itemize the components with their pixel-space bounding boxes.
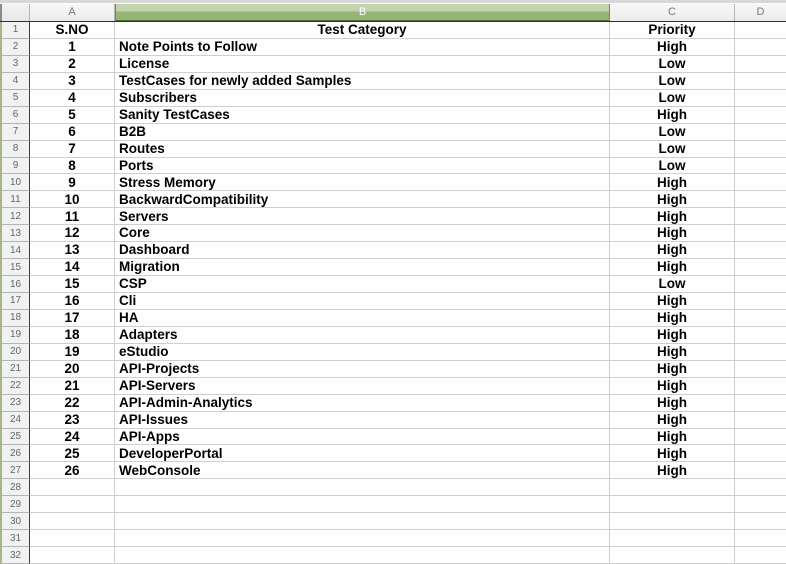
sheet-row [0, 445, 786, 462]
cell-c26[interactable]: High [610, 445, 735, 462]
cell-d15[interactable] [735, 259, 786, 276]
cell-d11[interactable] [735, 191, 786, 208]
cell-c17[interactable]: High [610, 293, 735, 310]
row-header-20[interactable]: 20 [0, 344, 30, 361]
cell-d25[interactable] [735, 429, 786, 446]
column-header-b-selected[interactable]: B [115, 4, 610, 21]
sheet-row [0, 191, 786, 208]
sheet-row [0, 429, 786, 446]
row-header-12[interactable]: 12 [0, 208, 30, 225]
cell-b13[interactable]: Core [115, 225, 610, 242]
row-header-10[interactable]: 10 [0, 174, 30, 191]
cell-a22[interactable]: 21 [30, 378, 115, 395]
cell-d24[interactable] [735, 412, 786, 429]
cell-c30[interactable] [610, 513, 735, 530]
row-header-7[interactable]: 7 [0, 124, 30, 141]
sheet-row [0, 327, 786, 344]
sheet-row [0, 73, 786, 90]
cell-d28[interactable] [735, 479, 786, 496]
cell-d3[interactable] [735, 56, 786, 73]
cell-a13[interactable]: 12 [30, 225, 115, 242]
sheet-row [0, 158, 786, 175]
cell-a19[interactable]: 18 [30, 327, 115, 344]
cell-b10[interactable]: Stress Memory [115, 174, 610, 191]
cell-d27[interactable] [735, 462, 786, 479]
cell-d8[interactable] [735, 141, 786, 158]
cell-d14[interactable] [735, 242, 786, 259]
cell-d2[interactable] [735, 39, 786, 56]
row-header-28[interactable]: 28 [0, 479, 30, 496]
cell-a23[interactable]: 22 [30, 395, 115, 412]
cell-d5[interactable] [735, 90, 786, 107]
cell-b1[interactable]: Test Category [115, 22, 610, 39]
cell-a5[interactable]: 4 [30, 90, 115, 107]
cell-a21[interactable]: 20 [30, 361, 115, 378]
row-header-25[interactable]: 25 [0, 429, 30, 446]
cell-b31[interactable] [115, 530, 610, 547]
cell-a14[interactable]: 13 [30, 242, 115, 259]
cell-c28[interactable] [610, 479, 735, 496]
cell-b15[interactable]: Migration [115, 259, 610, 276]
row-header-14[interactable]: 14 [0, 242, 30, 259]
sheet-row [0, 462, 786, 479]
cell-d18[interactable] [735, 310, 786, 327]
cell-c2[interactable]: High [610, 39, 735, 56]
cell-d10[interactable] [735, 174, 786, 191]
cell-a26[interactable]: 25 [30, 445, 115, 462]
cell-d12[interactable] [735, 208, 786, 225]
row-header-11[interactable]: 11 [0, 191, 30, 208]
cell-b28[interactable] [115, 479, 610, 496]
row-header-2[interactable]: 2 [0, 39, 30, 56]
row-header-27[interactable]: 27 [0, 462, 30, 479]
sheet-row [0, 479, 786, 496]
cell-c23[interactable]: High [610, 395, 735, 412]
column-header-a[interactable]: A [30, 4, 115, 21]
cell-d16[interactable] [735, 276, 786, 293]
cell-c6[interactable]: High [610, 107, 735, 124]
cell-b29[interactable] [115, 496, 610, 513]
cell-b2[interactable]: Note Points to Follow [115, 39, 610, 56]
sheet-row [0, 547, 786, 564]
cell-a31[interactable] [30, 530, 115, 547]
cell-b18[interactable]: HA [115, 310, 610, 327]
column-header-row [0, 4, 786, 22]
cell-d30[interactable] [735, 513, 786, 530]
row-header-17[interactable]: 17 [0, 293, 30, 310]
cell-b30[interactable] [115, 513, 610, 530]
cell-d31[interactable] [735, 530, 786, 547]
cell-d9[interactable] [735, 158, 786, 175]
cell-d32[interactable] [735, 547, 786, 564]
cell-b6[interactable]: Sanity TestCases [115, 107, 610, 124]
cell-b23[interactable]: API-Admin-Analytics [115, 395, 610, 412]
sheet-row [0, 56, 786, 73]
cell-c14[interactable]: High [610, 242, 735, 259]
cell-b7[interactable]: B2B [115, 124, 610, 141]
cell-c9[interactable]: Low [610, 158, 735, 175]
cell-c5[interactable]: Low [610, 90, 735, 107]
sheet-row [0, 361, 786, 378]
row-header-18[interactable]: 18 [0, 310, 30, 327]
sheet-row [0, 395, 786, 412]
cell-b22[interactable]: API-Servers [115, 378, 610, 395]
row-header-21[interactable]: 21 [0, 361, 30, 378]
cell-c29[interactable] [610, 496, 735, 513]
cell-c20[interactable]: High [610, 344, 735, 361]
sheet-row [0, 225, 786, 242]
cell-d23[interactable] [735, 395, 786, 412]
sheet-row [0, 39, 786, 56]
cell-d7[interactable] [735, 124, 786, 141]
cell-c12[interactable]: High [610, 208, 735, 225]
cell-a2[interactable]: 1 [30, 39, 115, 56]
cell-c19[interactable]: High [610, 327, 735, 344]
cell-c13[interactable]: High [610, 225, 735, 242]
cell-b27[interactable]: WebConsole [115, 462, 610, 479]
cell-b21[interactable]: API-Projects [115, 361, 610, 378]
row-header-1[interactable]: 1 [0, 22, 30, 39]
sheet-row [0, 344, 786, 361]
cell-d29[interactable] [735, 496, 786, 513]
cell-a6[interactable]: 5 [30, 107, 115, 124]
cell-a15[interactable]: 14 [30, 259, 115, 276]
row-header-30[interactable]: 30 [0, 513, 30, 530]
cell-d19[interactable] [735, 327, 786, 344]
row-header-26[interactable]: 26 [0, 445, 30, 462]
cell-c31[interactable] [610, 530, 735, 547]
cell-d1[interactable] [735, 22, 786, 39]
cell-a28[interactable] [30, 479, 115, 496]
cell-a27[interactable]: 26 [30, 462, 115, 479]
cell-b25[interactable]: API-Apps [115, 429, 610, 446]
cell-d4[interactable] [735, 73, 786, 90]
cell-d13[interactable] [735, 225, 786, 242]
sheet-row [0, 174, 786, 191]
cell-d20[interactable] [735, 344, 786, 361]
cell-c24[interactable]: High [610, 412, 735, 429]
sheet-row [0, 124, 786, 141]
sheet-row [0, 90, 786, 107]
cell-d22[interactable] [735, 378, 786, 395]
row-header-3[interactable]: 3 [0, 56, 30, 73]
row-header-16[interactable]: 16 [0, 276, 30, 293]
cell-a9[interactable]: 8 [30, 158, 115, 175]
row-header-32[interactable]: 32 [0, 547, 30, 564]
row-header-13[interactable]: 13 [0, 225, 30, 242]
cell-a16[interactable]: 15 [30, 276, 115, 293]
sheet-row [0, 276, 786, 293]
column-header-c[interactable]: C [610, 4, 735, 21]
cell-b16[interactable]: CSP [115, 276, 610, 293]
cell-c4[interactable]: Low [610, 73, 735, 90]
cell-a10[interactable]: 9 [30, 174, 115, 191]
cell-a4[interactable]: 3 [30, 73, 115, 90]
cell-b19[interactable]: Adapters [115, 327, 610, 344]
cell-d6[interactable] [735, 107, 786, 124]
cell-c1[interactable]: Priority [610, 22, 735, 39]
sheet-row [0, 293, 786, 310]
row-header-24[interactable]: 24 [0, 412, 30, 429]
cell-c21[interactable]: High [610, 361, 735, 378]
sheet-row [0, 242, 786, 259]
cell-a30[interactable] [30, 513, 115, 530]
row-header-5[interactable]: 5 [0, 90, 30, 107]
cell-b32[interactable] [115, 547, 610, 564]
sheet-row [0, 259, 786, 276]
sheet-row [0, 530, 786, 547]
cell-a7[interactable]: 6 [30, 124, 115, 141]
row-header-22[interactable]: 22 [0, 378, 30, 395]
cell-b9[interactable]: Ports [115, 158, 610, 175]
grid-body [0, 22, 786, 564]
cell-a32[interactable] [30, 547, 115, 564]
cell-a12[interactable]: 11 [30, 208, 115, 225]
cell-b26[interactable]: DeveloperPortal [115, 445, 610, 462]
cell-c16[interactable]: Low [610, 276, 735, 293]
cell-c15[interactable]: High [610, 259, 735, 276]
column-header-d[interactable]: D [735, 4, 786, 21]
row-header-8[interactable]: 8 [0, 141, 30, 158]
row-header-29[interactable]: 29 [0, 496, 30, 513]
row-header-15[interactable]: 15 [0, 259, 30, 276]
sheet-row [0, 513, 786, 530]
cell-c27[interactable]: High [610, 462, 735, 479]
cell-b24[interactable]: API-Issues [115, 412, 610, 429]
cell-c8[interactable]: Low [610, 141, 735, 158]
cell-a11[interactable]: 10 [30, 191, 115, 208]
sheet-row [0, 107, 786, 124]
cell-d17[interactable] [735, 293, 786, 310]
cell-a3[interactable]: 2 [30, 56, 115, 73]
sheet-row [0, 208, 786, 225]
sheet-row [0, 496, 786, 513]
cell-c18[interactable]: High [610, 310, 735, 327]
sheet-row [0, 412, 786, 429]
cell-c11[interactable]: High [610, 191, 735, 208]
row-header-19[interactable]: 19 [0, 327, 30, 344]
row-header-9[interactable]: 9 [0, 158, 30, 175]
cell-a1[interactable]: S.NO [30, 22, 115, 39]
cell-a20[interactable]: 19 [30, 344, 115, 361]
cell-c32[interactable] [610, 547, 735, 564]
cell-b17[interactable]: Cli [115, 293, 610, 310]
cell-b20[interactable]: eStudio [115, 344, 610, 361]
cell-b14[interactable]: Dashboard [115, 242, 610, 259]
cell-b8[interactable]: Routes [115, 141, 610, 158]
cell-d21[interactable] [735, 361, 786, 378]
sheet-row [0, 378, 786, 395]
cell-b5[interactable]: Subscribers [115, 90, 610, 107]
select-all-corner[interactable] [0, 4, 30, 21]
sheet-row [0, 310, 786, 327]
cell-c7[interactable]: Low [610, 124, 735, 141]
cell-b12[interactable]: Servers [115, 208, 610, 225]
cell-c25[interactable]: High [610, 429, 735, 446]
cell-c10[interactable]: High [610, 174, 735, 191]
row-header-23[interactable]: 23 [0, 395, 30, 412]
row-header-4[interactable]: 4 [0, 73, 30, 90]
cell-c22[interactable]: High [610, 378, 735, 395]
cell-a29[interactable] [30, 496, 115, 513]
cell-c3[interactable]: Low [610, 56, 735, 73]
row-header-6[interactable]: 6 [0, 107, 30, 124]
cell-b11[interactable]: BackwardCompatibility [115, 191, 610, 208]
sheet-row [0, 22, 786, 39]
cell-a24[interactable]: 23 [30, 412, 115, 429]
cell-d26[interactable] [735, 445, 786, 462]
cell-a18[interactable]: 17 [30, 310, 115, 327]
sheet-row [0, 141, 786, 158]
cell-b4[interactable]: TestCases for newly added Samples [115, 73, 610, 90]
cell-b3[interactable]: License [115, 56, 610, 73]
cell-a8[interactable]: 7 [30, 141, 115, 158]
cell-a25[interactable]: 24 [30, 429, 115, 446]
row-header-31[interactable]: 31 [0, 530, 30, 547]
cell-a17[interactable]: 16 [30, 293, 115, 310]
